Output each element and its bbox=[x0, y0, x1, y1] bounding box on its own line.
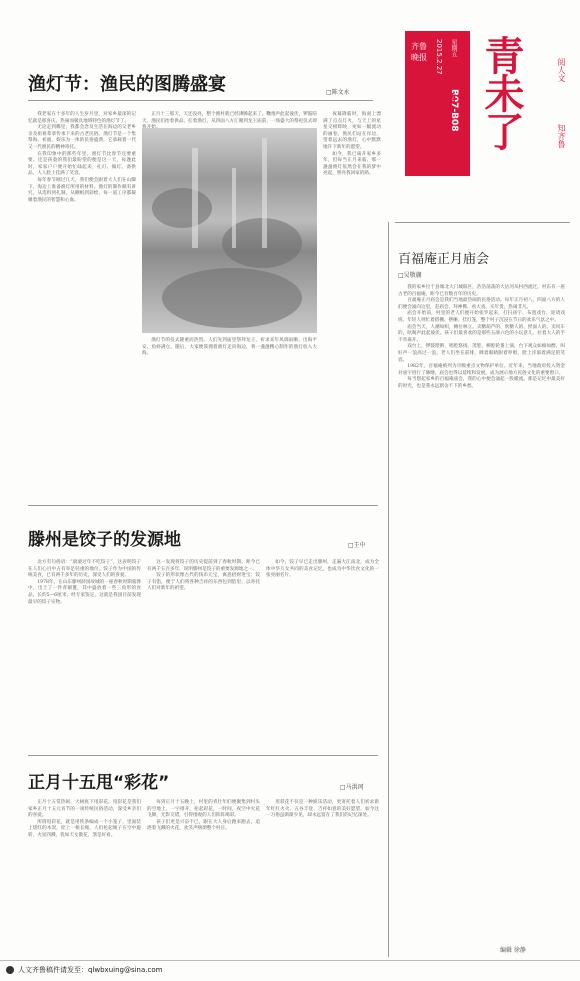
festival-crowd-photo bbox=[142, 128, 317, 333]
byline-ma-hongke: □马洪珂 bbox=[340, 784, 364, 791]
footer-submission-line: 人文齐鲁稿件请发至：qlwbxuing@sina.com bbox=[18, 966, 163, 974]
side-label-1: 阅人文 bbox=[557, 58, 566, 82]
paragraph: 戏台上，锣鼓铿锵，唱腔悠扬。茂腔、柳腔轮番上演，台下观众如痴如醉，叫好声一浪高过一浪。老人们坐在前排，眯着眼睛跟着哼唱，脸上洋溢着满足的笑容。 bbox=[398, 344, 565, 363]
paragraph: 1982年，百福庵被列为市级重点文物保护单位。近年来，当地政府投入资金对庙宇进行了修缮，庙会也得以延续和发展，成为展示地方民俗文化的重要窗口。 bbox=[398, 364, 565, 376]
masthead-weekday: 星期五 bbox=[450, 39, 457, 57]
paragraph: 每年春节刚过几天，我们便会跟着大人们在山脚下、海边上准备渔灯所用的材料。渔灯的制作颇有讲究，从选料到扎制，从糊纸到彩绘，每一道工序都凝聚着渔民的智慧和心血。 bbox=[28, 177, 136, 203]
brand-main-title: 青未了 bbox=[478, 35, 524, 149]
byline-wang-zhong: □王中 bbox=[348, 542, 366, 549]
byline-chen-wenyong: □陈文永 bbox=[326, 89, 350, 96]
paragraph: 我老家在十多年的人生岁月里，对家乡最深的记忆就是那喜庆、热闹而极具地域特色的渔灯节了。 bbox=[28, 112, 136, 124]
divider-a3 bbox=[28, 505, 378, 506]
paragraph: 夜幕降临时，海面上漂满了点点灯火，与天上的星星交相辉映，宛如一幅流动的画卷。渔民们站在岸边，望着远去的渔灯，心中默默地许下新年的愿望。 bbox=[323, 112, 381, 150]
brand-subtitle: 人文齐鲁 bbox=[410, 92, 458, 105]
paragraph: 如今，我已离开家乡多年，但每当正月来临，那一盏盏渔灯依然会在我的梦中亮起，照亮我回家的路。 bbox=[323, 151, 381, 177]
article-body-a1-col1 bbox=[28, 112, 136, 492]
editor-credit: 编辑 徐静 bbox=[500, 947, 526, 954]
byline-wu-jingkuai: □吴敬蒯 bbox=[398, 272, 422, 279]
paragraph: 所谓甩彩花，就是用铁条编成一个小笼子，里面装上烧红的木炭，拴上一根长绳，人们抡起绳子在空中旋转，火星四溅，犹如天女散花，煞是好看。 bbox=[28, 819, 141, 838]
article-body-a3-col3 bbox=[266, 560, 379, 745]
paper-script-name: 齐鲁晚报 bbox=[411, 42, 427, 62]
article-body-a1-col3 bbox=[323, 112, 381, 492]
article-body-a1-col2 bbox=[142, 338, 317, 490]
paragraph: 在我印象中的那些年里，渔灯节比春节还要重要。还是孩童的我们最盼望的便是这一天，每逢此时，家家户户便开始忙碌起来，扎灯、做灯、备供品，人人脸上挂满了笑容。 bbox=[28, 151, 136, 177]
footer-bullet-icon bbox=[6, 966, 14, 974]
paragraph: 这一发现将饺子的历史提前到了春秋时期，距今已有两千五百多年，说明滕州是饺子的重要发源地之一。 bbox=[147, 560, 260, 572]
paragraph: 甩彩花不仅是一种娱乐活动，更寄托着人们祈求新年红红火火、五谷丰登、吉祥如意的美好愿望，如今这一习俗虽渐渐少见，却永远留在了我们的记忆深处。 bbox=[266, 800, 379, 819]
article-title-fishing-lantern: 渔灯节：渔民的图腾盛宴 bbox=[28, 74, 226, 95]
column-divider bbox=[388, 222, 389, 957]
article-body-a4-col2 bbox=[147, 800, 260, 955]
paragraph: 如今，饺子早已走出滕州，走遍大江南北，成为全体中华儿女共同的美食记忆，也成为中华饮食文化的一张亮丽名片。 bbox=[266, 560, 379, 579]
divider-a4 bbox=[28, 755, 378, 756]
paragraph: 每当想起家乡的百福庵庙会，我的心中便会涌起一股暖流。那是记忆中最美好的时光，也是我永远割舍不下的乡愁。 bbox=[398, 377, 565, 389]
article-title-tengzhou-dumplings: 滕州是饺子的发源地 bbox=[28, 530, 181, 550]
paragraph: 正月十五赏热闹，大树底下甩彩花。甩彩花是我们家乡正月十五元宵节的一项传统民俗活动，深受乡亲们的喜爱。 bbox=[28, 800, 141, 819]
divider-a1 bbox=[28, 100, 373, 101]
masthead-pages: B07-B08 bbox=[449, 89, 459, 132]
footer-rule bbox=[0, 960, 580, 961]
article-body-a3-col2 bbox=[147, 560, 260, 745]
paragraph: 百福庵正月庙会是我们当地最热闹的民俗活动。每年正月初八，四面八方的人们便会涌向这里，赶庙会、拜神佛、看大戏、买年货，热闹非凡。 bbox=[398, 298, 565, 310]
article-body-a2 bbox=[398, 285, 565, 900]
article-body-a4-col3 bbox=[266, 800, 379, 955]
paragraph: 北方有句俗语：“滚滚过年不吃饺子”，这表明饺子在人们心目中占有举足轻重的地位。饺子作为中国的传统美食，已有两千多年的历史，深受人们的喜爱。 bbox=[28, 560, 141, 579]
article-body-a1-col2-top bbox=[142, 112, 317, 126]
masthead-brand bbox=[475, 35, 533, 170]
article-body-a3-col1 bbox=[28, 560, 141, 745]
article-title-caihua: 正月十五甩“彩花” bbox=[28, 773, 170, 793]
paragraph: 每到正月十五晚上，村里的青壮年们便聚集到村头的空地上，一字排开，抡起彩花，一时间，夜空中火花飞舞，光影交错，引得围观的人们阵阵喝彩。 bbox=[147, 800, 260, 819]
paragraph: 我的家乡位于县城北大门城阳区，浩浩荡荡的大沽河从村西流过，村东有一座古老的百福庵，距今已有数百年的历史。 bbox=[398, 285, 565, 297]
masthead-date: 2015.2.27 bbox=[435, 39, 443, 75]
paragraph: 孩子们更是兴奋不已，跟在大人身后跑来跑去，追逐着飞溅的火花，欢笑声响彻整个村庄。 bbox=[147, 819, 260, 832]
paragraph: 庙会当天，人潮如织，摊位林立。卖糖葫芦的、吹糖人的、捏面人的、卖风车的，吆喝声此起彼伏。孩子们最喜欢的是那些五颜六色的小玩意儿，拉着大人的手不肯离开。 bbox=[398, 324, 565, 343]
side-label-2: 知齐鲁 bbox=[557, 124, 566, 148]
paragraph: 1978年，在山东滕州薛国故城的一座春秋时期墓葬中，出土了一件青铜簠，其中盛放着一些三角形的食品，长约5—6厘米，经专家鉴定，这就是我国目前发现最早的饺子实物。 bbox=[28, 579, 141, 605]
article-title-baifu-temple: 百福庵正月庙会 bbox=[398, 252, 490, 267]
paragraph: 庙会开始前，村里的老人们便开始张罗起来，打扫庙宇、布置戏台、迎请戏班。年轻人则忙着搭棚、摆摊、挂灯笼，整个村子沉浸在节日的欢乐气氛之中。 bbox=[398, 311, 565, 323]
divider-a2 bbox=[395, 222, 570, 223]
paragraph: 饺子的形状像古代的钱币元宝，寓意招财进宝；饺子有馅，便于人们将各种吉祥的东西包到馅里，以寄托人们对新年的祈望。 bbox=[147, 573, 260, 592]
paragraph: 渔灯节的仪式隆重而热烈。人们先到庙里祭拜龙王，祈求来年风调雨顺、出海平安、鱼虾满仓。随后，大家便簇拥着渔灯走向海边，将一盏盏精心制作的渔灯放入大海。 bbox=[142, 338, 317, 357]
paragraph: 正月十三那天，天还没亮，整个渔村就已经沸腾起来了。鞭炮声此起彼伏，锣鼓喧天，渔民们抬着供品、扛着渔灯，从四面八方汇聚到龙王庙前，一场盛大的祭祀仪式即 bbox=[142, 112, 317, 124]
paragraph: 无论走到哪里，我都会念及生活在海边的父老乡亲及祖祖辈辈传承下来的古老民俗。渔灯节是一个集祭海、祈福、娱乐为一体的民俗盛典，它承载着一代又一代渔民的精神寄托。 bbox=[28, 125, 136, 150]
article-body-a4-col1 bbox=[28, 800, 141, 955]
